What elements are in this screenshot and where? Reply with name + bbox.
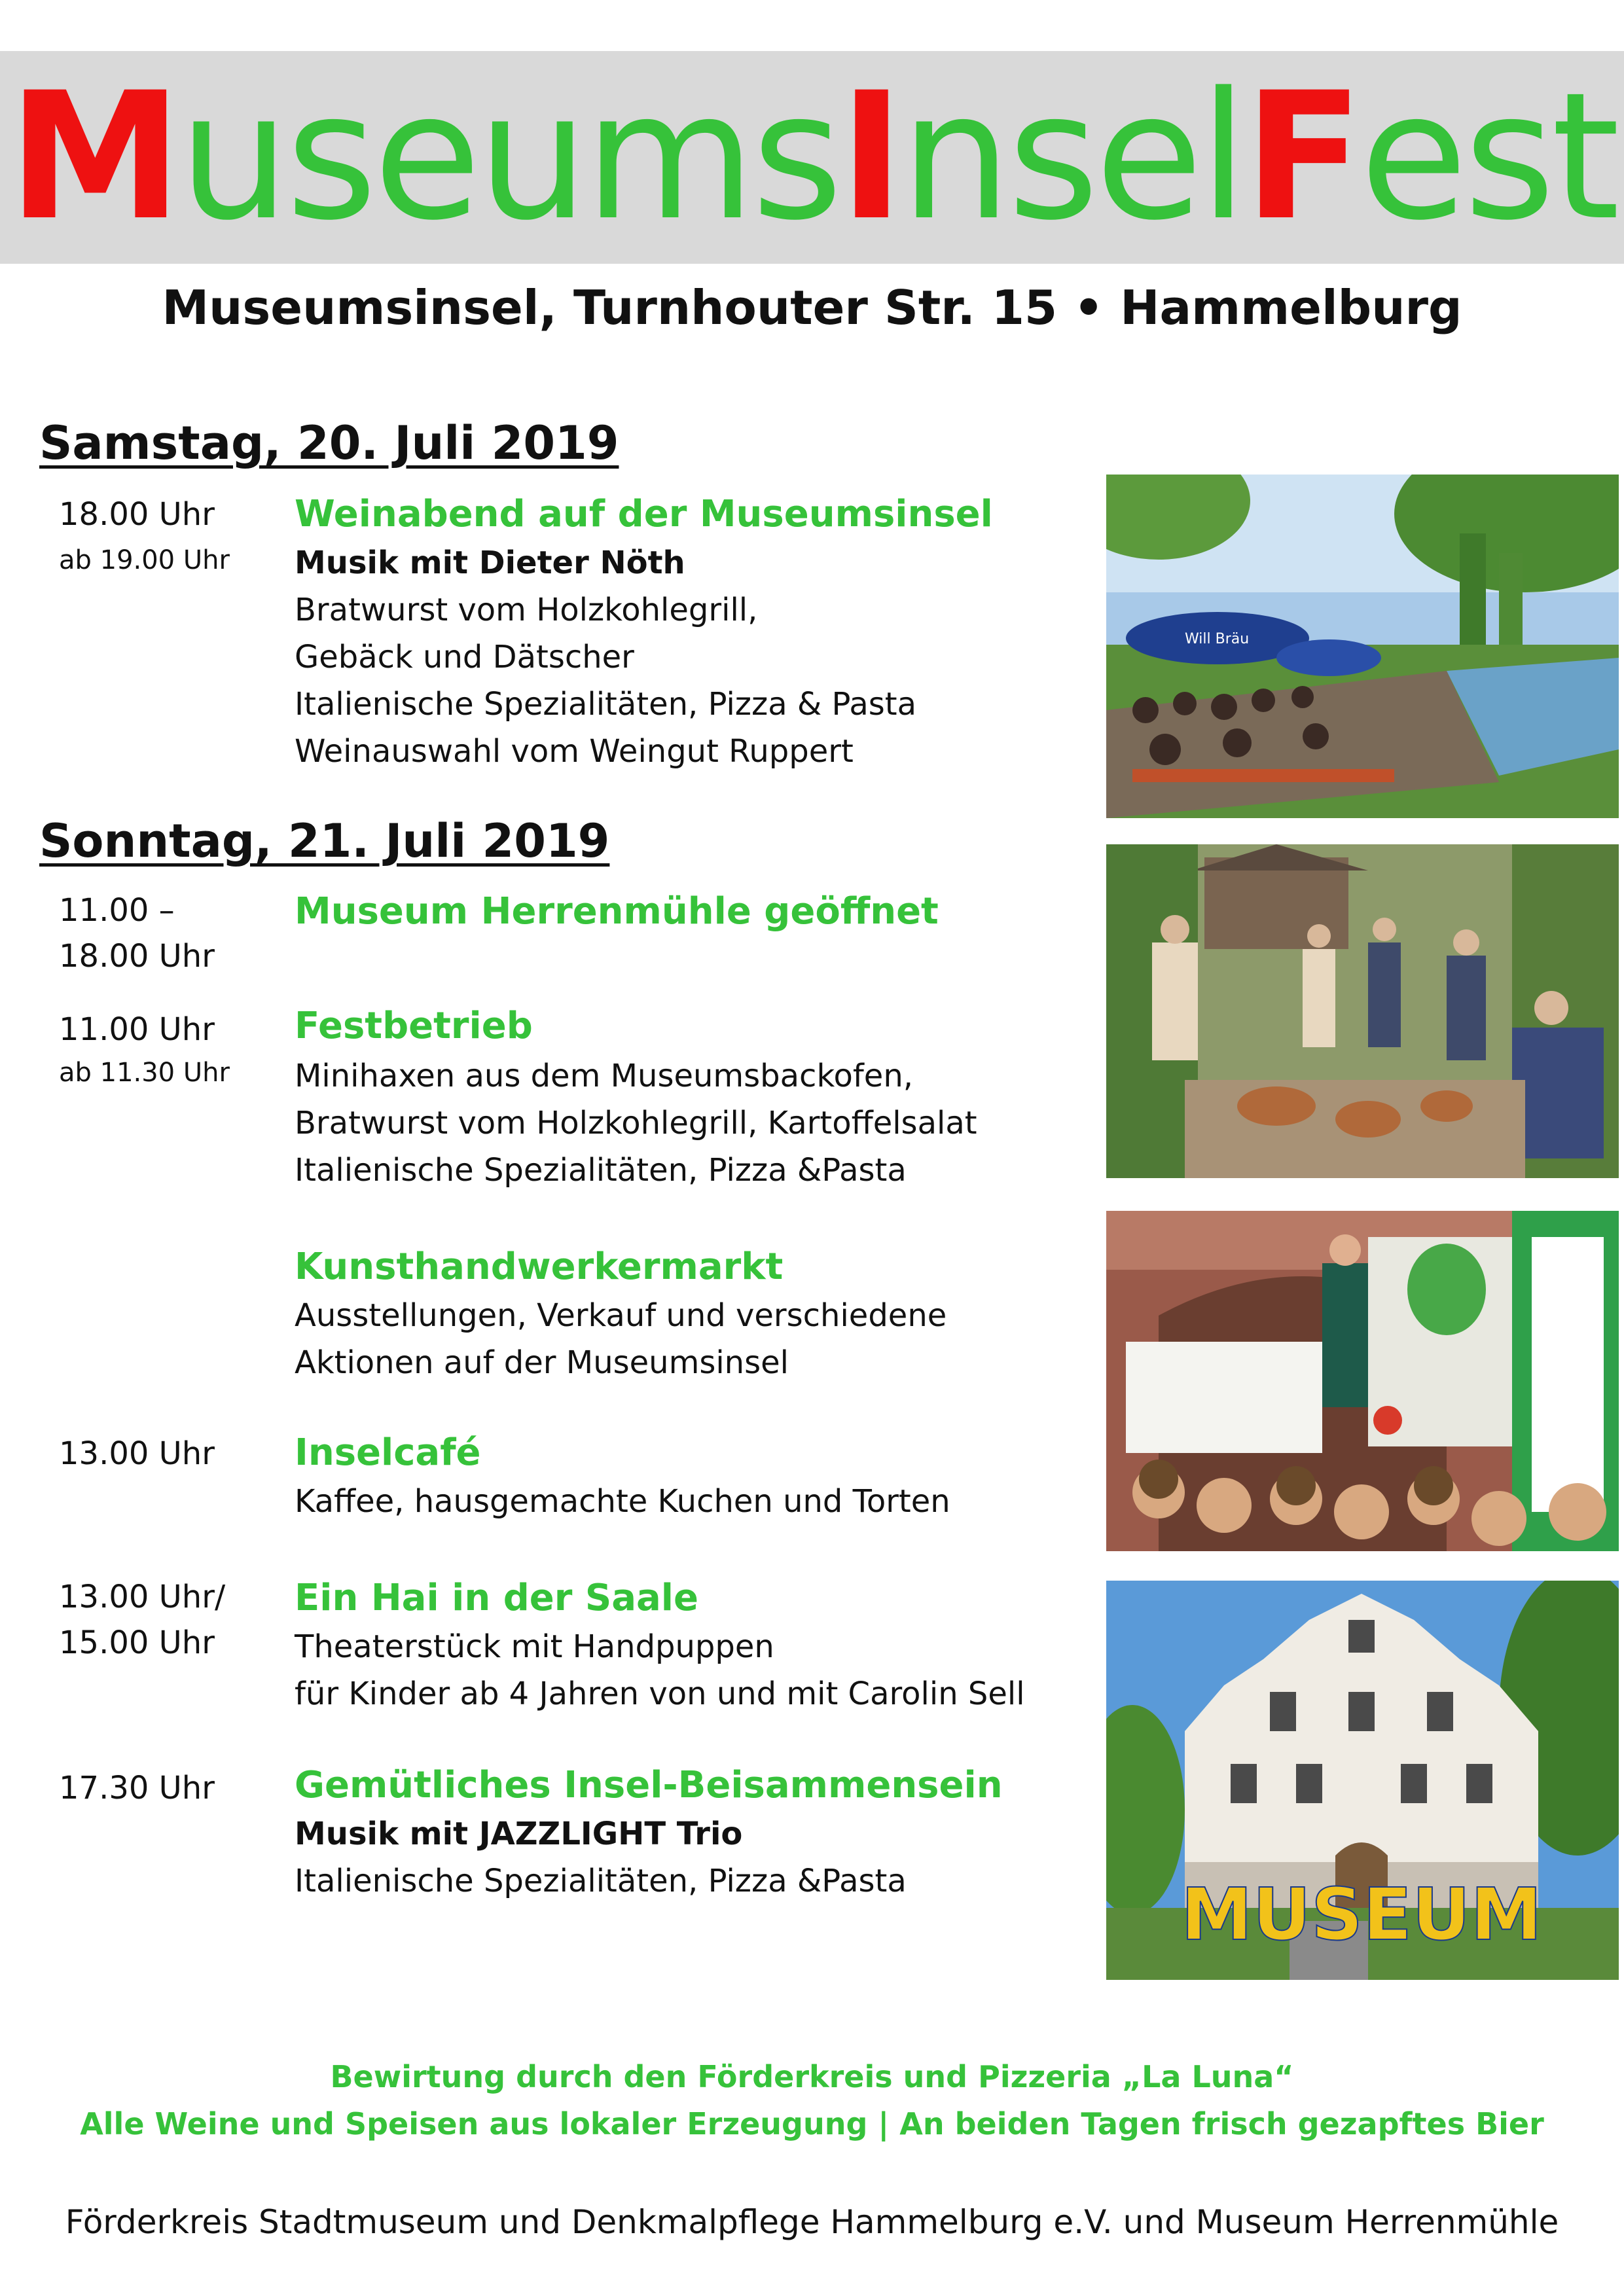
photo-beer-garden (1106, 475, 1619, 818)
saturday-line: Bratwurst vom Holzkohlegrill, (295, 592, 758, 628)
event-time: 11.00 – (59, 892, 175, 929)
event-time: 13.00 Uhr/ (59, 1579, 226, 1615)
event-time: 15.00 Uhr (59, 1624, 215, 1661)
saturday-date: Samstag, 20. Juli 2019 (39, 416, 619, 470)
event-time: 17.30 Uhr (59, 1770, 215, 1806)
event-heading-festbetrieb: Festbetrieb (295, 1005, 533, 1047)
photo-craft-market (1106, 844, 1619, 1178)
title-part-museums: useums (178, 55, 839, 259)
title-initial-f: F (1244, 55, 1360, 259)
event-line: Italienische Spezialitäten, Pizza &Pasta (295, 1152, 907, 1189)
umbrella-brand-text: Will Bräu (1185, 631, 1250, 647)
event-line: Ausstellungen, Verkauf und verschiedene (295, 1297, 947, 1334)
event-subtime: ab 11.30 Uhr (59, 1058, 230, 1088)
saturday-line: Italienische Spezialitäten, Pizza & Pasta (295, 686, 916, 723)
event-line: Aktionen auf der Museumsinsel (295, 1344, 789, 1381)
event-time: 18.00 Uhr (59, 938, 215, 975)
event-heading-kunsthandwerk: Kunsthandwerkermarkt (295, 1246, 784, 1288)
footer-local: Alle Weine und Speisen aus lokaler Erzeugung | An beiden Tagen frisch gezapftes Bier (80, 2106, 1544, 2142)
saturday-line: Weinauswahl vom Weingut Ruppert (295, 733, 854, 770)
event-line: Kaffee, hausgemachte Kuchen und Torten (295, 1483, 950, 1520)
event-time: 13.00 Uhr (59, 1435, 215, 1472)
saturday-heading: Weinabend auf der Museumsinsel (295, 493, 993, 535)
title-initial-i: I (839, 55, 901, 259)
museum-sign-text: MUSEUM (1181, 1873, 1542, 1956)
saturday-subtime: ab 19.00 Uhr (59, 545, 230, 575)
event-heading-beisammensein: Gemütliches Insel-Beisammensein (295, 1764, 1003, 1806)
footer-catering: Bewirtung durch den Förderkreis und Pizzeria „La Luna“ (330, 2059, 1294, 2094)
event-line: Minihaxen aus dem Museumsbackofen, (295, 1058, 913, 1094)
event-heading-hai: Ein Hai in der Saale (295, 1577, 698, 1619)
event-time: 11.00 Uhr (59, 1011, 215, 1048)
title-part-insel: nsel (900, 55, 1244, 259)
event-line: Italienische Spezialitäten, Pizza &Pasta (295, 1863, 907, 1899)
event-music: Musik mit JAZZLIGHT Trio (295, 1816, 743, 1852)
title-part-fest: est (1360, 55, 1616, 259)
event-line: für Kinder ab 4 Jahren von und mit Carolin Sell (295, 1676, 1025, 1712)
event-line: Theaterstück mit Handpuppen (295, 1628, 774, 1665)
event-heading-museum: Museum Herrenmühle geöffnet (295, 890, 939, 933)
saturday-time: 18.00 Uhr (59, 496, 215, 533)
photo-museum-building (1106, 1581, 1619, 1980)
photo-puppet-theater (1106, 1211, 1619, 1551)
venue-address: Museumsinsel, Turnhouter Str. 15 • Hammelburg (162, 280, 1462, 335)
saturday-music: Musik mit Dieter Nöth (295, 545, 685, 581)
event-line: Bratwurst vom Holzkohlegrill, Kartoffelsalat (295, 1105, 977, 1141)
sunday-date: Sonntag, 21. Juli 2019 (39, 814, 610, 868)
event-title (0, 51, 1624, 264)
footer-organizer: Förderkreis Stadtmuseum und Denkmalpflege Hammelburg e.V. und Museum Herrenmühle (65, 2203, 1559, 2241)
title-initial-m: M (8, 55, 179, 259)
event-heading-inselcafe: Inselcafé (295, 1431, 481, 1474)
saturday-line: Gebäck und Dätscher (295, 639, 634, 675)
